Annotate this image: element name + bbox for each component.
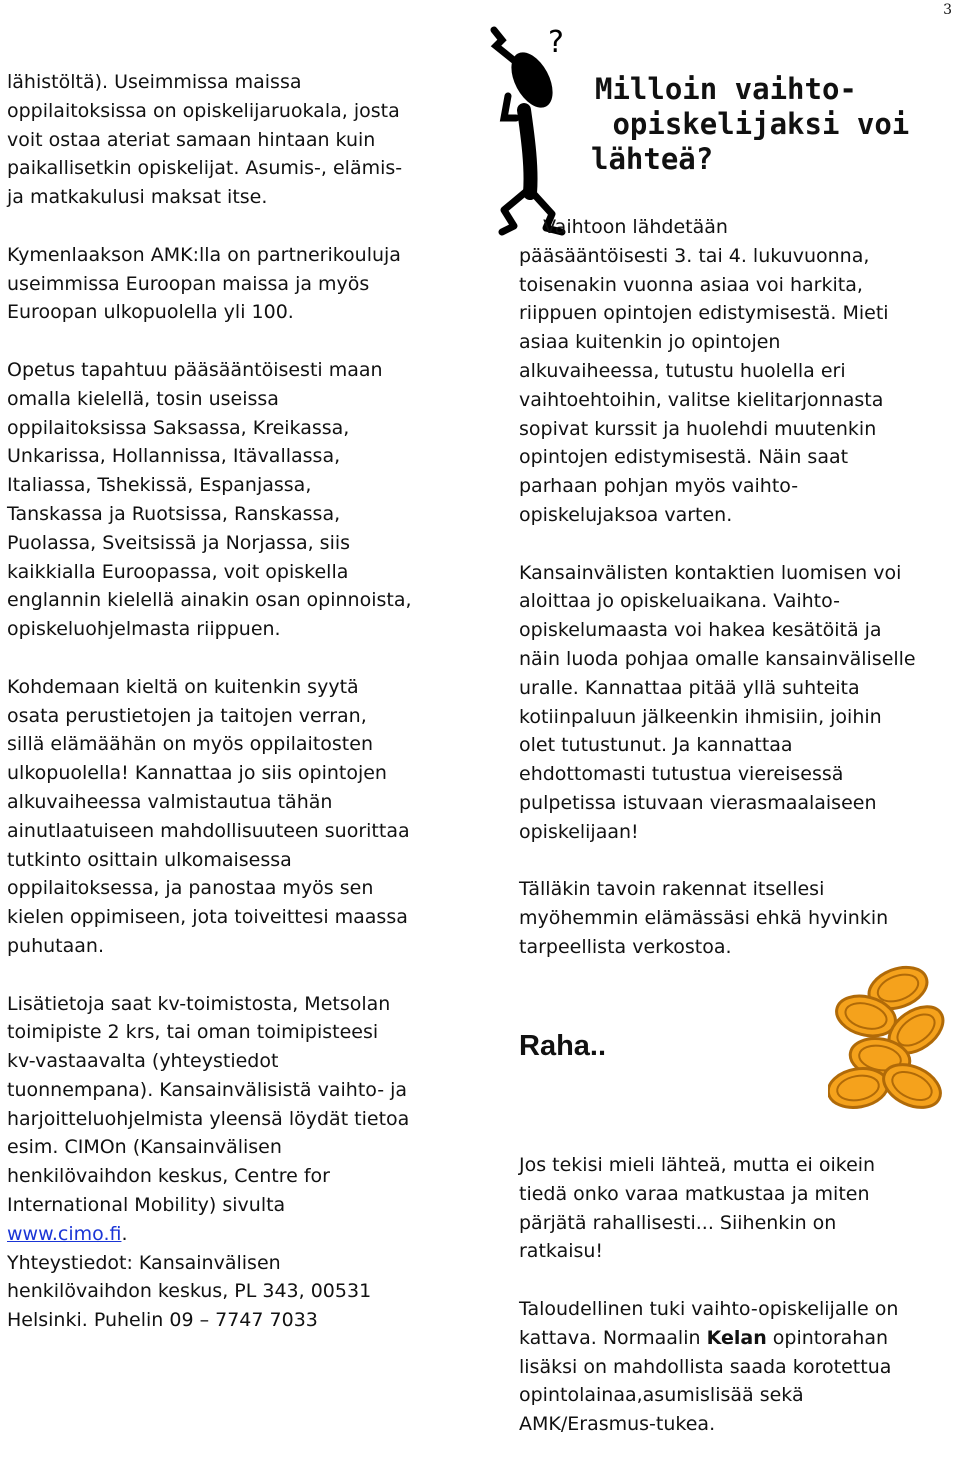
paragraph-network: Tälläkin tavoin rakennat itsellesi myöhemmin elämässäsi ehkä hyvinkin tarpeellista verkostoa. bbox=[519, 878, 889, 958]
svg-text:?: ? bbox=[548, 25, 564, 60]
paragraph-partner-schools: Kymenlaakson AMK:lla on partnerikouluja useimmissa Euroopan maissa ja myös Euroopan ulkopuolella yli 100. bbox=[7, 243, 401, 324]
paragraph-contacts: Kansainvälisten kontaktien luomisen voi aloittaa jo opiskeluaikana. Vaihto- opiskelumaasta voi hakea kesätöitä ja näin luoda pohjaa omalle kansainväliselle uralle. Kannattaa pitää yllä suhteita kotiinpaluun jälkeenkin ihmisiin, joihin olet tutustunut. Ja kannattaa ehdottomasti tutustua viereisessä pulpetissa istuvaan vierasmaalaiseen opiskelijaan! bbox=[519, 561, 916, 843]
heading-money: Raha.. bbox=[519, 1030, 607, 1062]
kela-bold: Kelan bbox=[706, 1326, 767, 1349]
left-column bbox=[7, 68, 467, 1364]
paragraph-teaching-language: Opetus tapahtuu pääsääntöisesti maan omalla kielellä, tosin useissa oppilaitoksissa Saksassa, Kreikassa, Unkarissa, Hollannissa, Itävallassa, Italiassa, Tshekissä, Espanjassa, Tanskassa ja Ruotsissa, Ranskassa, Puolassa, Sveitsissä ja Norjassa, siis kaikkialla Euroopassa, voit opiskella englannin kielellä ainakin osan opinnoista, opiskeluohjelmasta riippuen. bbox=[7, 358, 412, 641]
paragraph-food-costs: lähistöltä). Useimmissa maissa oppilaitoksissa on opiskelijaruokala, josta voit ostaa ateriat samaan hintaan kuin paikallisetkin opiskelijat. Asumis-, elämis- ja matkakulusi maksat itse. bbox=[7, 71, 403, 209]
paragraph-financial-support: Taloudellinen tuki vaihto-opiskelijalle on kattava. Normaalin Kelan opintorahan lisäksi on mahdollista saada korotettua opintolainaa,asumislisää sekä AMK/Erasmus-tukea. bbox=[519, 1297, 899, 1436]
heading-when-to-go: Milloin vaihto- opiskelijaksi voi lähteä? bbox=[591, 72, 910, 176]
paragraph-when-to-go: Vaihtoon lähdetään pääsääntöisesti 3. tai 4. lukuvuonna, toisenakin vuonna asiaa voi harkita, riippuen opintojen edistymisestä. Mieti asiaa kuitenkin jo opintojen alkuvaiheessa, tutustu huolella eri vaihtoehtoihin, valitse kielitarjonnasta sopivat kurssit ja huolehdi muutenkin opintojen edistymisestä. Näin saat parhaan pohjan myös vaihto- opiskelujaksoa varten. bbox=[519, 216, 889, 526]
coin-stack-icon bbox=[828, 958, 958, 1123]
right-column-top bbox=[519, 213, 959, 991]
thinking-figure-icon bbox=[480, 18, 590, 243]
paragraph-money-intro: Jos tekisi mieli lähteä, mutta ei oikein tiedä onko varaa matkustaa ja miten pärjätä rahallisesti... Siihenkin on ratkaisu! bbox=[519, 1154, 876, 1263]
paragraph-more-info: Lisätietoja saat kv-toimistosta, Metsolan toimipiste 2 krs, tai oman toimipisteesi kv-vastaavalta (yhteystiedot tuonnempana). Kansainvälisistä vaihto- ja harjoitteluohjelmista yleensä löydät tietoa esim. CIMOn (Kansainvälisen henkilövaihdon keskus, Centre for International Mobility) sivulta www.cimo.fi. Yhteystiedot: Kansainvälisen henkilövaihdon keskus, PL 343, 00531 Helsinki. Puhelin 09 – 7747 7033 bbox=[7, 992, 410, 1332]
cimo-link[interactable]: www.cimo.fi bbox=[7, 1222, 122, 1245]
paragraph-target-language: Kohdemaan kieltä on kuitenkin syytä osata perustietojen ja taitojen verran, sillä elämäähän on myös oppilaitosten ulkopuolella! Kannattaa jo siis opintojen alkuvaiheessa valmistautua tähän ainutlaatuiseen mahdollisuuteen suorittaa tutkinto osittain ulkomaisessa oppilaitoksessa, ja panostaa myös sen kielen oppimiseen, jota toiveittesi maassa puhutaan. bbox=[7, 675, 410, 957]
right-column-bottom bbox=[519, 1151, 959, 1468]
page-number: 3 bbox=[943, 2, 952, 18]
